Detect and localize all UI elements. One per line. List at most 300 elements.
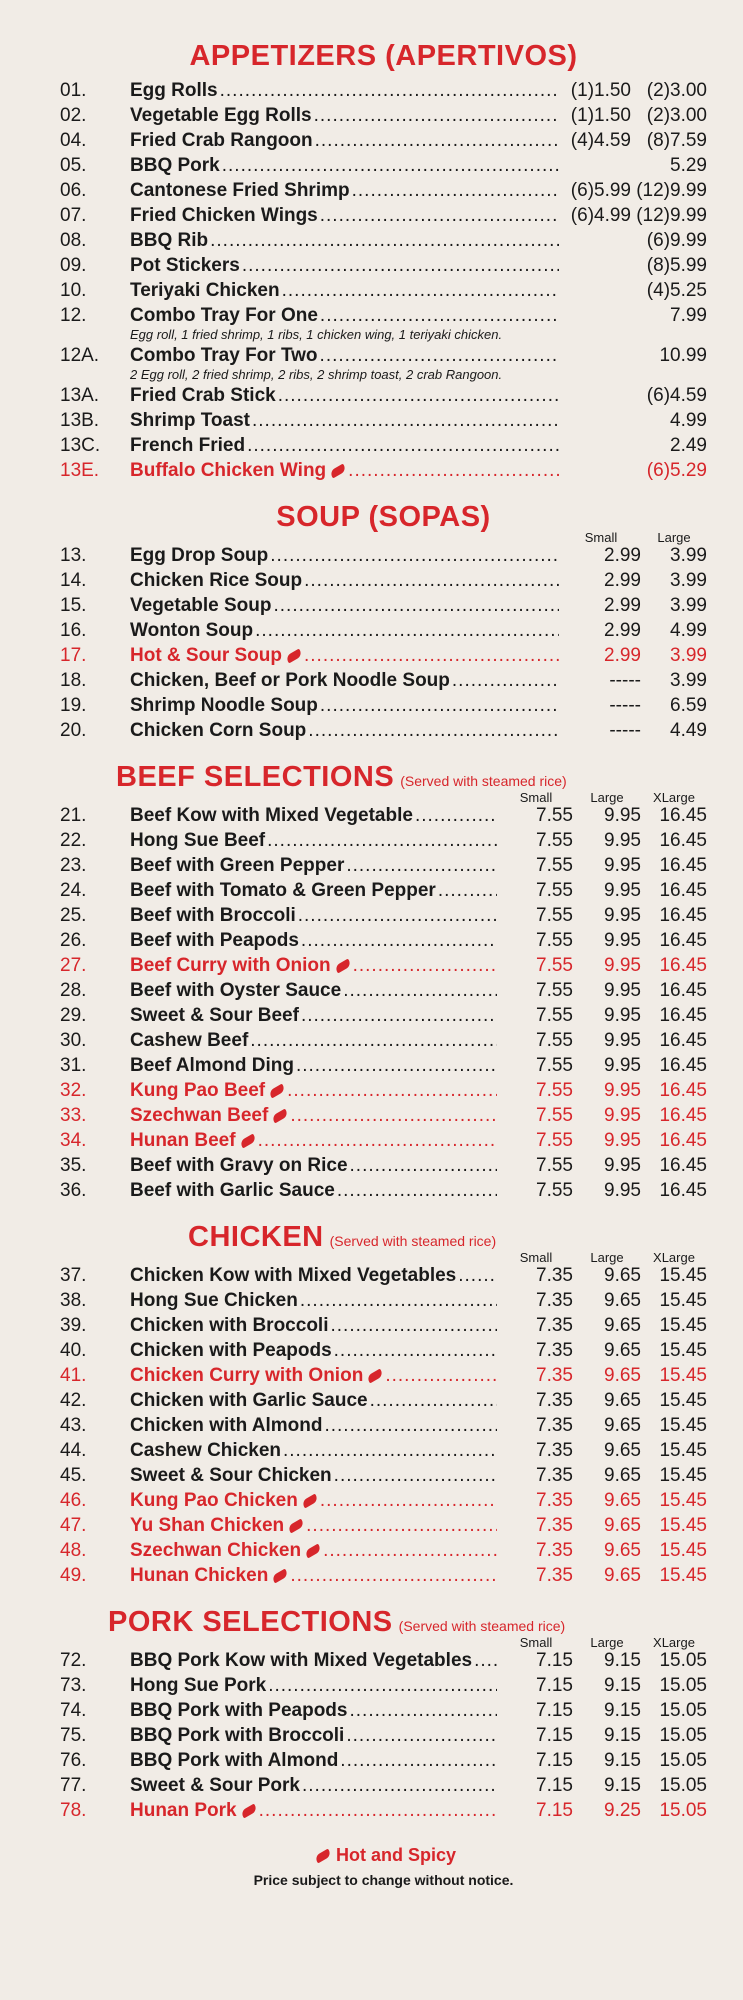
- price-small: 2.99: [604, 545, 641, 566]
- chicken-list: [60, 1265, 707, 1590]
- item-name: Beef with Peapods: [130, 930, 299, 951]
- soup-section: [60, 501, 707, 745]
- chicken-section: [60, 1221, 707, 1590]
- pepper-icon: [366, 1369, 384, 1384]
- dot-leader: [330, 1315, 497, 1337]
- item-number: 13C.: [60, 435, 101, 456]
- item-number: 48.: [60, 1540, 87, 1561]
- price-small: 7.35: [536, 1365, 573, 1386]
- dot-leader: [320, 205, 559, 227]
- price-large: 3.99: [670, 570, 707, 591]
- item-number: 77.: [60, 1775, 87, 1796]
- price-xlarge: 15.45: [659, 1440, 707, 1461]
- price-small: 7.55: [536, 905, 573, 926]
- menu-item-row: [60, 410, 707, 435]
- price-large: 9.65: [604, 1490, 641, 1511]
- item-name: Egg Drop Soup: [130, 545, 269, 566]
- item-description: Egg roll, 1 fried shrimp, 1 ribs, 1 chicken wing, 1 teriyaki chicken.: [130, 327, 503, 342]
- dot-leader: [415, 805, 497, 827]
- dot-leader: [340, 1750, 497, 1772]
- price-small: 7.55: [536, 1055, 573, 1076]
- price-xlarge: 15.45: [659, 1465, 707, 1486]
- chicken-title: CHICKEN: [188, 1221, 324, 1253]
- item-name: Sweet & Sour Beef: [130, 1005, 299, 1026]
- item-number: 12A.: [60, 345, 100, 366]
- item-name: Yu Shan Chicken: [130, 1515, 304, 1537]
- price-large: 9.95: [604, 855, 641, 876]
- dot-leader: [247, 435, 559, 457]
- price-xlarge: 16.45: [659, 1180, 707, 1201]
- item-number: 16.: [60, 620, 87, 641]
- item-name: BBQ Pork with Broccoli: [130, 1725, 345, 1746]
- dot-leader: [278, 385, 559, 407]
- item-name: Szechwan Chicken: [130, 1540, 321, 1562]
- item-number: 02.: [60, 105, 87, 126]
- item-name: Kung Pao Chicken: [130, 1490, 318, 1512]
- beef-title: BEEF SELECTIONS: [116, 761, 395, 793]
- menu-item-row: [60, 1130, 707, 1155]
- price-small: 7.35: [536, 1465, 573, 1486]
- item-name: BBQ Pork: [130, 155, 220, 176]
- dot-leader: [314, 105, 559, 127]
- item-name: Szechwan Beef: [130, 1105, 288, 1127]
- dot-leader: [352, 180, 559, 202]
- price-large: 9.25: [604, 1800, 641, 1821]
- price-xlarge: 15.45: [659, 1290, 707, 1311]
- price-large: 3.99: [670, 670, 707, 691]
- price-small: 2.99: [604, 620, 641, 641]
- item-number: 72.: [60, 1650, 87, 1671]
- item-name: Buffalo Chicken Wing: [130, 460, 346, 482]
- menu-item-row: [60, 1315, 707, 1340]
- item-name: BBQ Pork Kow with Mixed Vegetables: [130, 1650, 473, 1671]
- price-small: 7.35: [536, 1390, 573, 1411]
- price-1: (1)1.50: [570, 80, 631, 101]
- pork-title: PORK SELECTIONS: [108, 1606, 393, 1638]
- menu-item-row: [60, 695, 707, 720]
- item-number: 26.: [60, 930, 87, 951]
- menu-item-row: [60, 1265, 707, 1290]
- price-small: 7.55: [536, 855, 573, 876]
- price-xlarge: 16.45: [659, 1005, 707, 1026]
- menu-item-row: [60, 435, 707, 460]
- dot-leader: [348, 460, 559, 482]
- menu-item-row: [60, 670, 707, 695]
- dot-leader: [273, 595, 559, 617]
- item-number: 49.: [60, 1565, 87, 1586]
- pork-col-xlarge: XLarge: [653, 1635, 695, 1650]
- price-xlarge: 16.45: [659, 980, 707, 1001]
- price-xlarge: 15.45: [659, 1515, 707, 1536]
- dot-leader: [370, 1390, 497, 1412]
- dot-leader: [458, 1265, 497, 1287]
- price-small: 7.15: [536, 1700, 573, 1721]
- price-2: (2)3.00: [646, 105, 707, 126]
- price-2: (6)4.59: [646, 385, 707, 406]
- menu-item-row: [60, 595, 707, 620]
- item-number: 13A.: [60, 385, 100, 406]
- pepper-icon: [301, 1494, 319, 1509]
- item-name: Vegetable Egg Rolls: [130, 105, 312, 126]
- dot-leader: [337, 1180, 497, 1202]
- item-name: Fried Chicken Wings: [130, 205, 318, 226]
- item-name: Beef with Gravy on Rice: [130, 1155, 348, 1176]
- menu-item-row: [60, 1030, 707, 1055]
- price-2: (8)7.59: [646, 130, 707, 151]
- menu-item-row: [60, 1105, 707, 1130]
- price-small: 2.99: [604, 595, 641, 616]
- menu-item-row: [60, 280, 707, 305]
- price-large: 9.95: [604, 1080, 641, 1101]
- price-large: 9.95: [604, 805, 641, 826]
- price-2: (6)5.29: [646, 460, 707, 481]
- dot-leader: [350, 1155, 497, 1177]
- price-large: 9.95: [604, 1130, 641, 1151]
- pork-note: (Served with steamed rice): [398, 1618, 566, 1634]
- dot-leader: [250, 1030, 497, 1052]
- price-large: 3.99: [670, 595, 707, 616]
- price-2: (12)9.99: [636, 180, 707, 201]
- item-name: Chicken Rice Soup: [130, 570, 303, 591]
- item-number: 25.: [60, 905, 87, 926]
- item-number: 12.: [60, 305, 87, 326]
- item-number: 43.: [60, 1415, 87, 1436]
- item-number: 24.: [60, 880, 87, 901]
- item-name: Beef with Oyster Sauce: [130, 980, 342, 1001]
- price-large: 9.15: [604, 1650, 641, 1671]
- item-number: 44.: [60, 1440, 87, 1461]
- item-number: 08.: [60, 230, 87, 251]
- menu-item-row: [60, 385, 707, 410]
- item-number: 21.: [60, 805, 87, 826]
- price-large: 9.95: [604, 880, 641, 901]
- item-number: 06.: [60, 180, 87, 201]
- menu-item-row: [60, 720, 707, 745]
- soup-title: SOUP (SOPAS): [276, 501, 491, 533]
- item-number: 23.: [60, 855, 87, 876]
- item-number: 10.: [60, 280, 87, 301]
- price-small: 7.15: [536, 1675, 573, 1696]
- item-number: 41.: [60, 1365, 87, 1386]
- item-number: 40.: [60, 1340, 87, 1361]
- dot-leader: [349, 1700, 497, 1722]
- price-xlarge: 15.45: [659, 1540, 707, 1561]
- price-large: 9.95: [604, 905, 641, 926]
- price-large: 9.95: [604, 1105, 641, 1126]
- price-xlarge: 15.05: [659, 1750, 707, 1771]
- price-large: 9.65: [604, 1515, 641, 1536]
- menu-item-row: [60, 1490, 707, 1515]
- item-name: Egg Rolls: [130, 80, 218, 101]
- price-large: 9.65: [604, 1315, 641, 1336]
- item-number: 09.: [60, 255, 87, 276]
- price-large: 9.65: [604, 1465, 641, 1486]
- menu-item-row: [60, 230, 707, 255]
- dot-leader: [259, 1800, 497, 1822]
- dot-leader: [353, 955, 497, 977]
- item-number: 36.: [60, 1180, 87, 1201]
- price-large: 9.95: [604, 1180, 641, 1201]
- price-large: 9.65: [604, 1390, 641, 1411]
- hot-spicy-legend: Hot and Spicy: [336, 1845, 457, 1865]
- menu-item-row: [60, 460, 707, 485]
- item-number: 78.: [60, 1800, 87, 1821]
- dot-leader: [220, 80, 559, 102]
- item-name: Beef Almond Ding: [130, 1055, 294, 1076]
- menu-item-row: [60, 1515, 707, 1540]
- menu-item-row: [60, 1750, 707, 1775]
- footer: [60, 1845, 707, 1888]
- menu-item-row: [60, 645, 707, 670]
- item-name: Kung Pao Beef: [130, 1080, 285, 1102]
- price-large: 9.65: [604, 1340, 641, 1361]
- item-number: 14.: [60, 570, 87, 591]
- price-small: 7.35: [536, 1565, 573, 1586]
- menu-item-row: [60, 930, 707, 955]
- dot-leader: [296, 1055, 497, 1077]
- dot-leader: [385, 1365, 497, 1387]
- dot-leader: [438, 880, 497, 902]
- dot-leader: [323, 1540, 497, 1562]
- item-name: BBQ Pork with Peapods: [130, 1700, 348, 1721]
- pepper-icon: [314, 1849, 332, 1864]
- item-number: 32.: [60, 1080, 87, 1101]
- price-large: 9.95: [604, 930, 641, 951]
- item-number: 17.: [60, 645, 87, 666]
- price-small: 7.15: [536, 1725, 573, 1746]
- dot-leader: [334, 1465, 497, 1487]
- price-xlarge: 15.05: [659, 1725, 707, 1746]
- item-name: Beef Curry with Onion: [130, 955, 351, 977]
- dot-leader: [258, 1130, 497, 1152]
- price-2: 10.99: [659, 345, 707, 366]
- price-xlarge: 15.05: [659, 1775, 707, 1796]
- price-xlarge: 15.05: [659, 1650, 707, 1671]
- price-2: (12)9.99: [636, 205, 707, 226]
- menu-item-row: [60, 1180, 707, 1205]
- item-number: 13.: [60, 545, 87, 566]
- price-small: 7.35: [536, 1490, 573, 1511]
- menu-item-row: [60, 255, 707, 280]
- item-number: 74.: [60, 1700, 87, 1721]
- price-1: (6)4.99: [570, 205, 631, 226]
- price-large: 9.15: [604, 1775, 641, 1796]
- price-2: 4.99: [670, 410, 707, 431]
- item-number: 73.: [60, 1675, 87, 1696]
- dot-leader: [320, 305, 559, 327]
- pork-list: [60, 1650, 707, 1825]
- item-name: Hunan Pork: [130, 1800, 257, 1822]
- item-number: 35.: [60, 1155, 87, 1176]
- price-xlarge: 15.45: [659, 1315, 707, 1336]
- menu-item-row: [60, 955, 707, 980]
- menu-item-row: [60, 880, 707, 905]
- price-small: 7.55: [536, 1030, 573, 1051]
- menu-item-row: [60, 1415, 707, 1440]
- price-large: 9.65: [604, 1440, 641, 1461]
- price-large: 9.95: [604, 1155, 641, 1176]
- price-small: -----: [609, 670, 641, 691]
- pork-col-large: Large: [590, 1635, 624, 1650]
- menu-item-row: [60, 620, 707, 645]
- price-large: 9.95: [604, 1030, 641, 1051]
- item-name: Fried Crab Stick: [130, 385, 276, 406]
- price-xlarge: 16.45: [659, 955, 707, 976]
- item-name: Hong Sue Chicken: [130, 1290, 298, 1311]
- menu-item-row: [60, 980, 707, 1005]
- item-name: Chicken, Beef or Pork Noodle Soup: [130, 670, 450, 691]
- price-large: 3.99: [670, 545, 707, 566]
- price-small: 7.35: [536, 1540, 573, 1561]
- item-name: French Fried: [130, 435, 246, 456]
- item-name: Chicken with Broccoli: [130, 1315, 329, 1336]
- price-large: 4.49: [670, 720, 707, 741]
- item-number: 22.: [60, 830, 87, 851]
- menu-item-row: [60, 570, 707, 595]
- item-number: 34.: [60, 1130, 87, 1151]
- menu-item-row: [60, 1725, 707, 1750]
- item-name: Sweet & Sour Chicken: [130, 1465, 332, 1486]
- menu-item-row: [60, 1700, 707, 1725]
- price-large: 9.95: [604, 830, 641, 851]
- price-small: 7.55: [536, 1080, 573, 1101]
- price-xlarge: 15.05: [659, 1800, 707, 1821]
- dot-leader: [334, 1340, 497, 1362]
- price-large: 9.65: [604, 1540, 641, 1561]
- item-number: 01.: [60, 80, 87, 101]
- price-xlarge: 16.45: [659, 1155, 707, 1176]
- item-name: Wonton Soup: [130, 620, 254, 641]
- menu-item-row: [60, 1675, 707, 1700]
- pepper-icon: [287, 1519, 305, 1534]
- item-name: Cashew Beef: [130, 1030, 249, 1051]
- dot-leader: [324, 1415, 497, 1437]
- appetizers-title: APPETIZERS (APERTIVOS): [189, 40, 578, 72]
- price-xlarge: 16.45: [659, 1105, 707, 1126]
- item-name: Beef with Green Pepper: [130, 855, 345, 876]
- price-large: 9.15: [604, 1725, 641, 1746]
- item-name: Chicken with Almond: [130, 1415, 323, 1436]
- dot-leader: [304, 645, 559, 667]
- chicken-col-xlarge: XLarge: [653, 1250, 695, 1265]
- price-xlarge: 16.45: [659, 1130, 707, 1151]
- dot-leader: [270, 545, 559, 567]
- price-small: 7.35: [536, 1415, 573, 1436]
- item-number: 75.: [60, 1725, 87, 1746]
- price-large: 9.95: [604, 955, 641, 976]
- menu-item-row: [60, 1800, 707, 1825]
- item-number: 05.: [60, 155, 87, 176]
- menu-item-row: [60, 545, 707, 570]
- price-small: 7.35: [536, 1265, 573, 1286]
- menu-item-row: [60, 1155, 707, 1180]
- beef-section: [60, 761, 707, 1205]
- price-1: (6)5.99: [570, 180, 631, 201]
- price-1: (1)1.50: [570, 105, 631, 126]
- pepper-icon: [240, 1804, 258, 1819]
- price-small: 7.35: [536, 1440, 573, 1461]
- item-name: Hunan Chicken: [130, 1565, 288, 1587]
- soup-list: [60, 545, 707, 745]
- chicken-note: (Served with steamed rice): [329, 1233, 497, 1249]
- item-number: 28.: [60, 980, 87, 1001]
- price-xlarge: 15.45: [659, 1340, 707, 1361]
- item-name: Chicken Curry with Onion: [130, 1365, 383, 1387]
- item-number: 37.: [60, 1265, 87, 1286]
- item-number: 30.: [60, 1030, 87, 1051]
- item-number: 38.: [60, 1290, 87, 1311]
- price-large: 9.15: [604, 1675, 641, 1696]
- pepper-icon: [268, 1084, 286, 1099]
- dot-leader: [242, 255, 559, 277]
- dot-leader: [252, 410, 559, 432]
- pepper-icon: [334, 959, 352, 974]
- chicken-col-large: Large: [590, 1250, 624, 1265]
- menu-item-row: [60, 855, 707, 880]
- dot-leader: [343, 980, 497, 1002]
- item-name: Shrimp Toast: [130, 410, 250, 431]
- menu-item-row: [60, 80, 707, 105]
- item-number: 13B.: [60, 410, 100, 431]
- soup-col-large: Large: [657, 530, 691, 545]
- menu-item-row: [60, 1005, 707, 1030]
- price-xlarge: 16.45: [659, 1055, 707, 1076]
- appetizers-list: [60, 80, 707, 485]
- menu-item-row: [60, 1440, 707, 1465]
- price-xlarge: 15.45: [659, 1390, 707, 1411]
- pepper-icon: [329, 464, 347, 479]
- menu-item-row: [60, 1650, 707, 1675]
- item-number: 46.: [60, 1490, 87, 1511]
- price-small: 7.55: [536, 980, 573, 1001]
- item-name: Chicken Corn Soup: [130, 720, 307, 741]
- dot-leader: [306, 1515, 497, 1537]
- beef-col-xlarge: XLarge: [653, 790, 695, 805]
- pepper-icon: [304, 1544, 322, 1559]
- dot-leader: [302, 1775, 497, 1797]
- price-xlarge: 16.45: [659, 830, 707, 851]
- price-xlarge: 15.45: [659, 1365, 707, 1386]
- appetizers-section: [60, 40, 707, 485]
- dot-leader: [290, 1565, 497, 1587]
- price-large: 3.99: [670, 645, 707, 666]
- price-xlarge: 16.45: [659, 855, 707, 876]
- pepper-icon: [271, 1109, 289, 1124]
- menu-item-row: [60, 905, 707, 930]
- dot-leader: [346, 1725, 497, 1747]
- price-small: 7.55: [536, 1130, 573, 1151]
- item-number: 20.: [60, 720, 87, 741]
- item-number: 29.: [60, 1005, 87, 1026]
- dot-leader: [452, 670, 559, 692]
- dot-leader: [283, 1440, 497, 1462]
- price-xlarge: 16.45: [659, 905, 707, 926]
- price-small: 7.55: [536, 955, 573, 976]
- menu-item-row: [60, 1465, 707, 1490]
- dot-leader: [298, 905, 497, 927]
- price-xlarge: 16.45: [659, 805, 707, 826]
- price-small: 7.15: [536, 1650, 573, 1671]
- price-large: 9.15: [604, 1700, 641, 1721]
- price-2: 2.49: [670, 435, 707, 456]
- price-large: 9.65: [604, 1365, 641, 1386]
- price-large: 9.65: [604, 1290, 641, 1311]
- dot-leader: [290, 1105, 497, 1127]
- menu-item-row: [60, 1055, 707, 1080]
- menu-item-row: [60, 1340, 707, 1365]
- menu-item-row: [60, 1390, 707, 1415]
- dot-leader: [320, 695, 559, 717]
